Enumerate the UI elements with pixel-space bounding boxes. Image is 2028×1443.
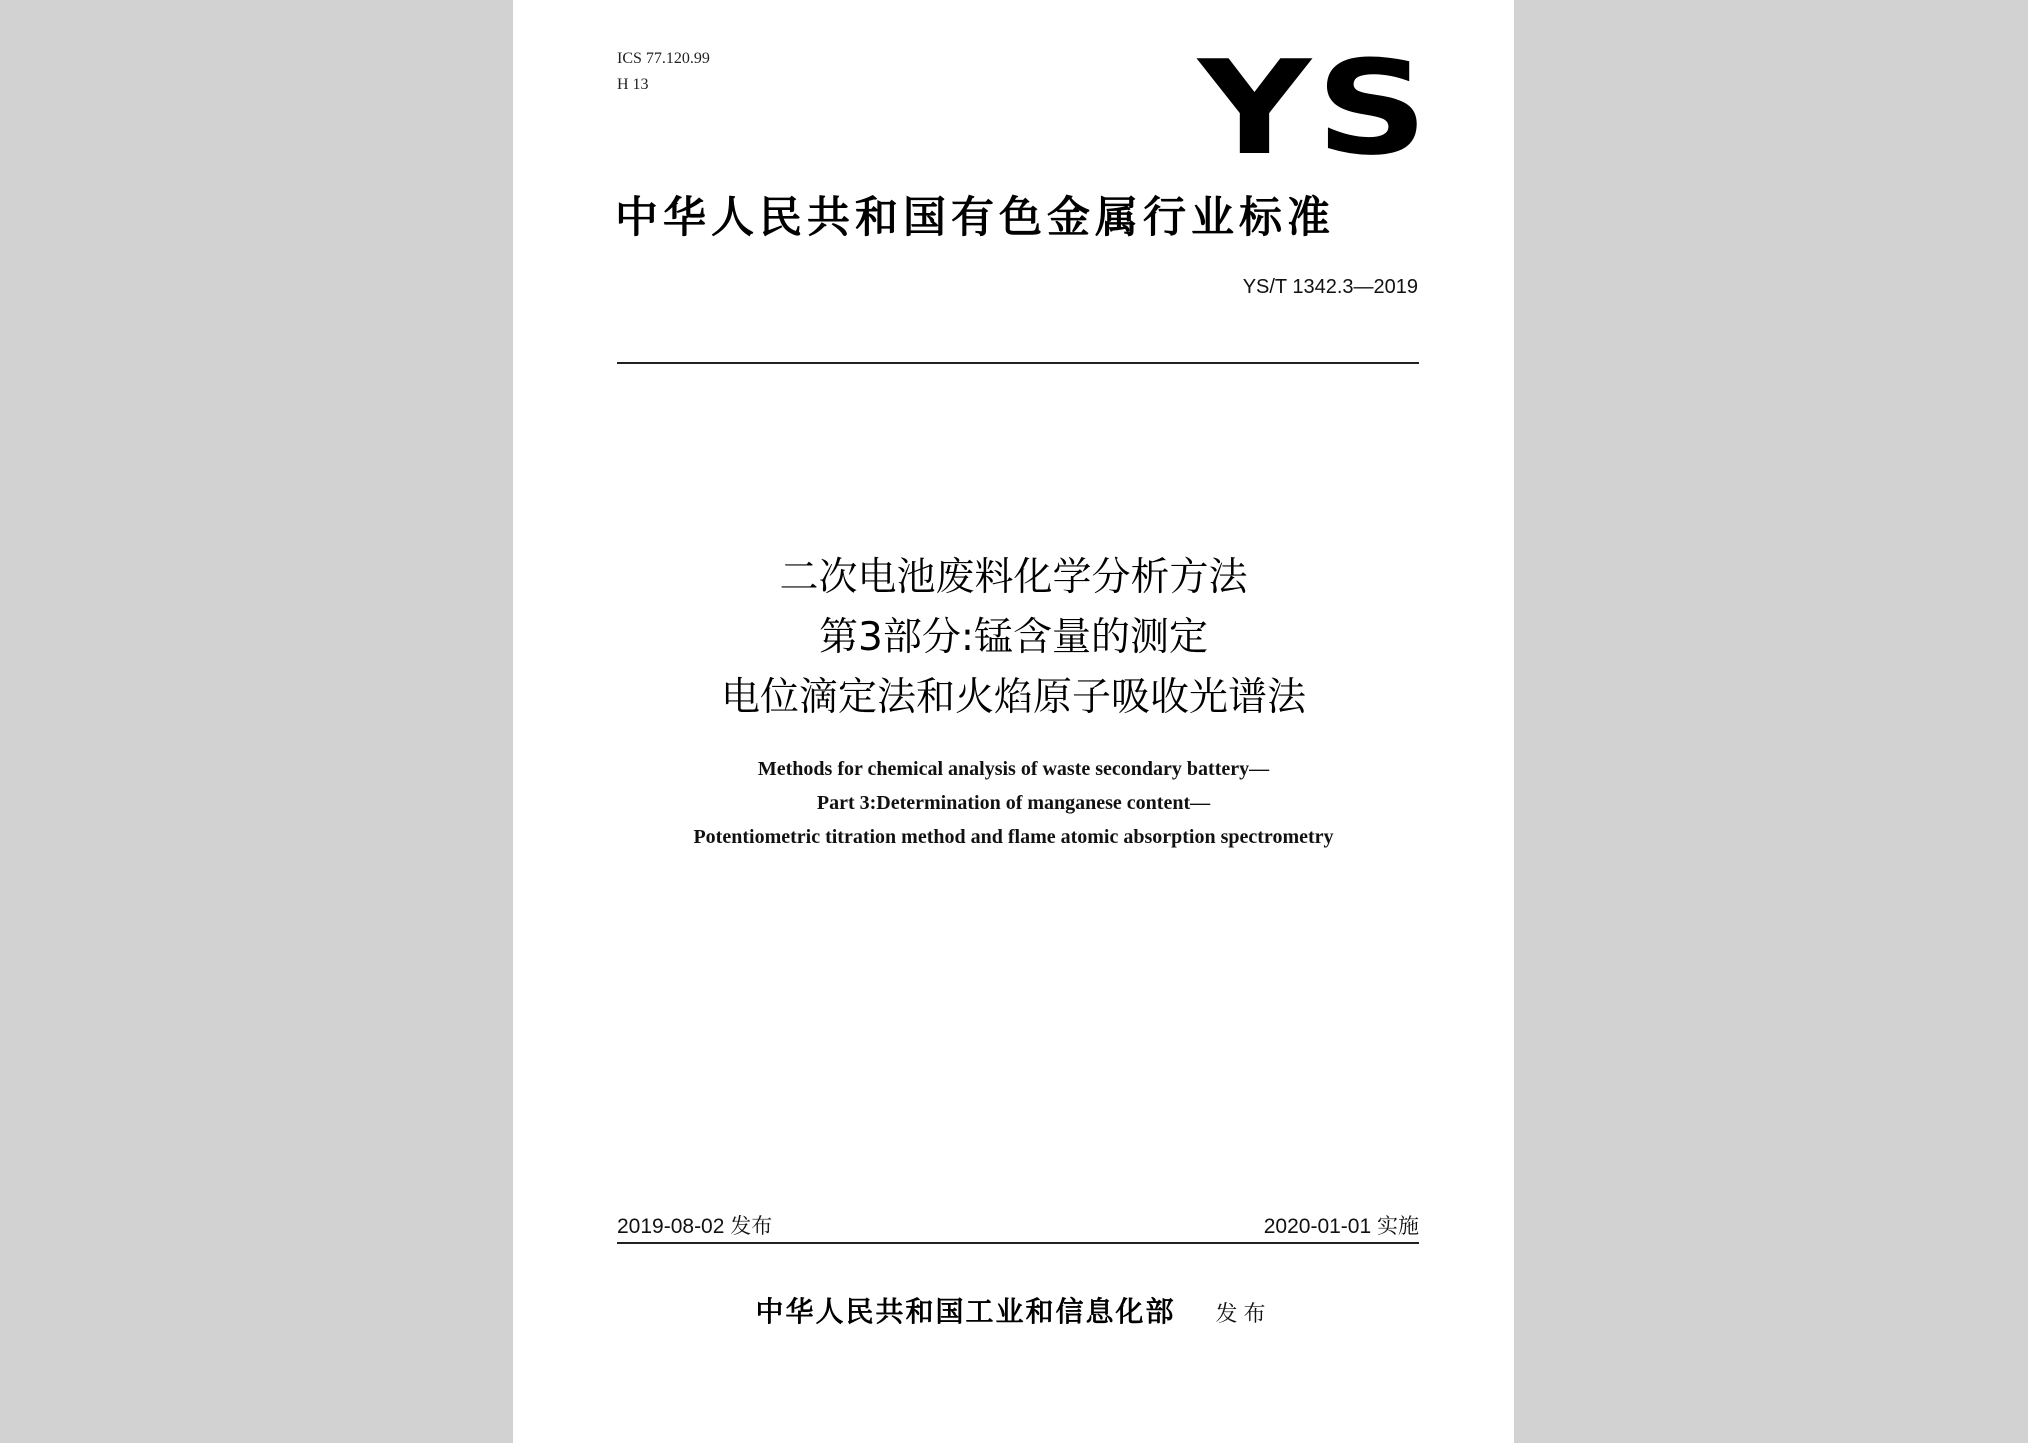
standard-cover-page [513,0,1514,1443]
header-divider [617,362,1419,364]
english-title-line-3: Potentiometric titration method and flame atomic absorption spectrometry [693,826,1334,848]
industry-standard-title: 中华人民共和国有色金属行业标准 [615,193,1335,243]
standard-number: YS/T 1342.3—2019 [1242,276,1418,298]
chinese-title-line-3: 电位滴定法和火焰原子吸收光谱法 [720,675,1306,720]
english-title-line-1: Methods for chemical analysis of waste secondary battery— [757,758,1270,780]
english-title [513,752,1514,854]
publisher-suffix: 发布 [1215,1302,1272,1327]
issue-date: 2019-08-02 发布 [617,1215,773,1238]
implementation-date: 2020-01-01 实施 [1263,1215,1419,1238]
chinese-title-line-1: 二次电池废料化学分析方法 [779,555,1248,600]
ics-code: ICS 77.120.99 [617,50,710,67]
english-title-line-2: Part 3:Determination of manganese content— [816,792,1211,814]
publisher-name: 中华人民共和国工业和信息化部 [755,1295,1176,1328]
chinese-title [513,548,1514,728]
publisher-line [513,1290,1514,1330]
ys-logo: YS [1198,32,1433,184]
classification-codes [617,46,710,98]
footer-divider [617,1242,1419,1244]
chinese-title-line-2: 第3部分:锰含量的测定 [819,615,1208,660]
ccs-code: H 13 [617,76,649,93]
